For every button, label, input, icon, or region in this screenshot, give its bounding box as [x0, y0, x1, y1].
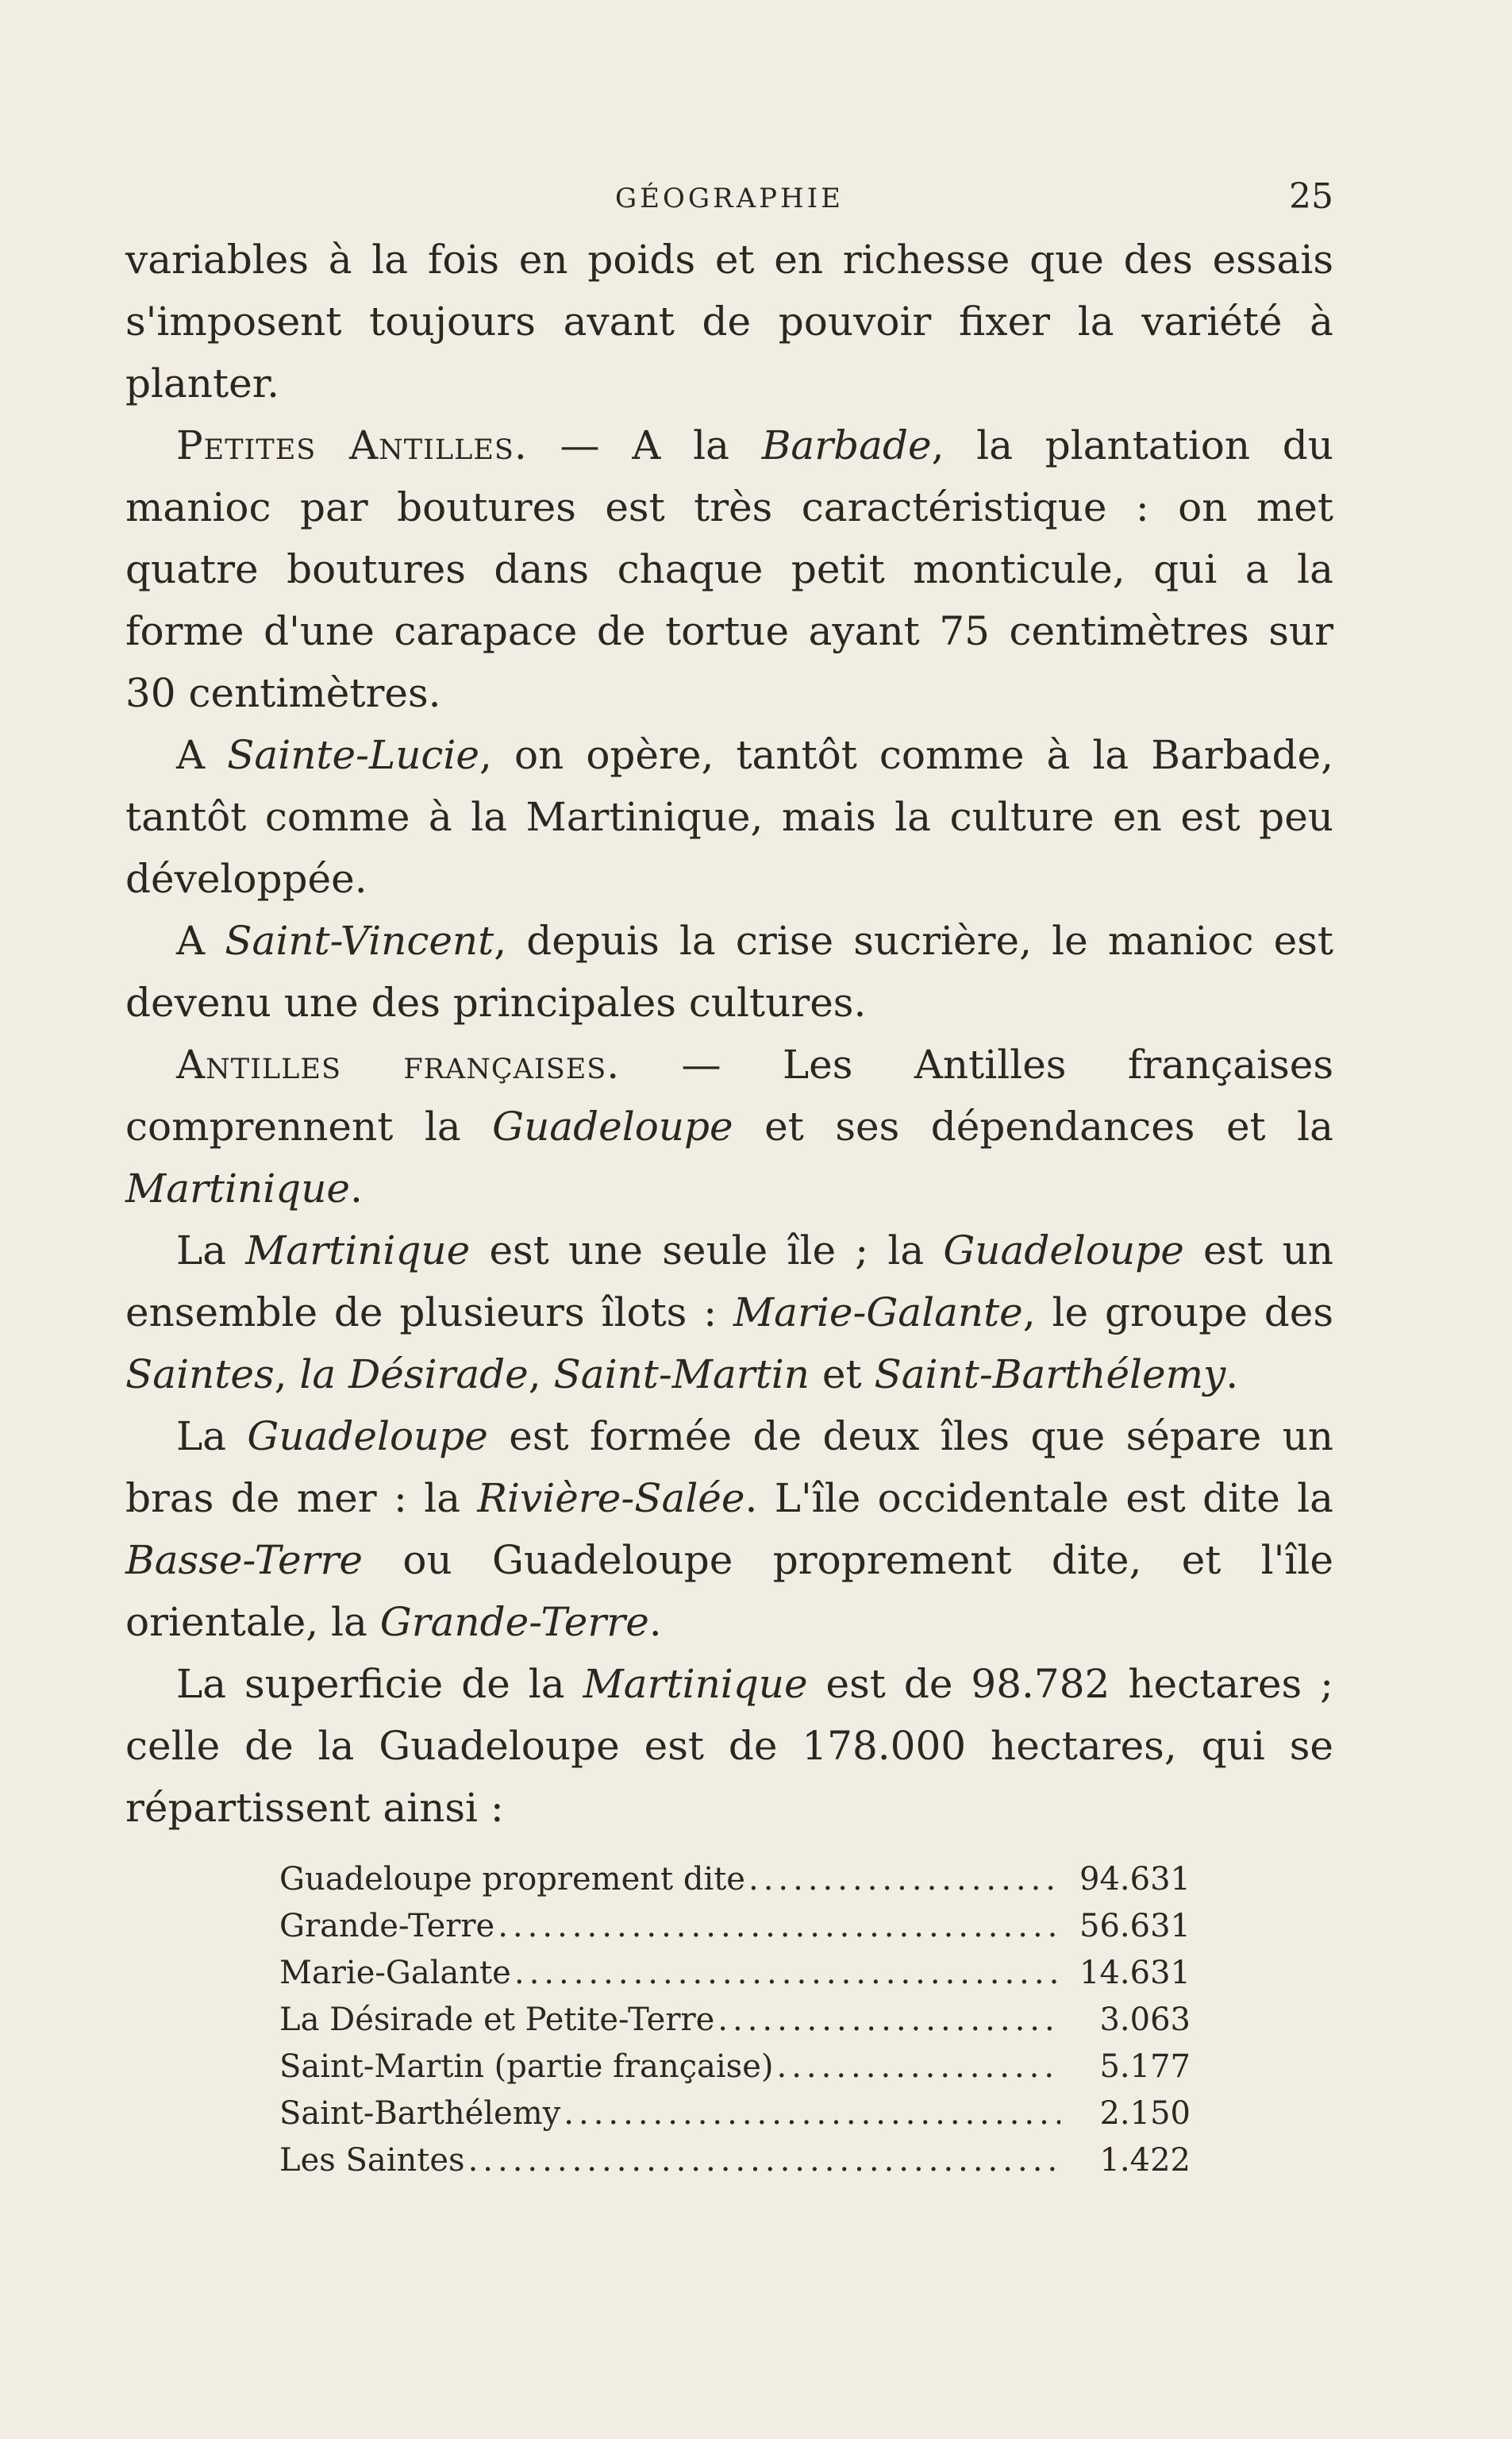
italic-place-name: Guadeloupe — [943, 1227, 1184, 1273]
italic-place-name: Saint-Vincent — [225, 918, 494, 964]
italic-place-name: Sainte-Lucie — [227, 732, 479, 778]
text-segment: . — [1225, 1351, 1239, 1397]
row-label: Saint-Barthélemy — [279, 2095, 561, 2132]
italic-place-name: Marie-Galante — [733, 1289, 1023, 1335]
text-segment: , la plantation du manioc par boutures est très caractéristique : on met quatre boutures dans chaque petit monticule, qui a la forme d'une carapace de tortue ayant 75 centimètres sur 30 centimètres. — [125, 422, 1334, 716]
paragraph — [125, 1405, 1333, 1653]
text-segment: , — [274, 1351, 300, 1397]
text-segment: La — [176, 1227, 246, 1273]
text-segment: . L'île occidentale est dite la — [744, 1475, 1333, 1521]
text-segment: La — [176, 1413, 248, 1459]
area-table — [279, 1856, 1191, 2184]
text-segment: et ses dépendances et la — [733, 1104, 1333, 1150]
leader-dots — [498, 1903, 1060, 1950]
row-value: 1.422 — [1099, 2142, 1191, 2179]
row-value: 2.150 — [1099, 2095, 1191, 2132]
paragraph — [125, 229, 1333, 414]
row-value: 56.631 — [1079, 1908, 1191, 1944]
paragraph — [125, 1220, 1333, 1405]
text-segment: , depuis la crise sucrière, le manioc est devenu une des principales cultures. — [125, 918, 1333, 1026]
leader-dots — [468, 2137, 1060, 2184]
row-label: La Désirade et Petite-Terre — [279, 2002, 715, 2038]
italic-place-name: Martinique — [125, 1166, 350, 1212]
text-segment: . — [349, 1166, 363, 1212]
section-heading: Petites Antilles. — [176, 422, 528, 468]
table-row — [279, 2090, 1191, 2137]
text-segment: est de 98.782 hectares ; celle de la Guadeloupe est de 178.000 hectares, qui se répartissent ainsi : — [125, 1661, 1333, 1831]
row-value: 94.631 — [1079, 1861, 1191, 1898]
table-row — [279, 1856, 1191, 1903]
italic-place-name: Basse-Terre — [125, 1537, 364, 1583]
page-header — [125, 176, 1333, 216]
italic-place-name: Barbade — [761, 422, 932, 468]
italic-place-name: Saint-Barthélemy — [874, 1351, 1226, 1397]
table-row — [279, 2044, 1191, 2090]
text-segment: ou Guadeloupe proprement dite, et l'île orientale, la — [125, 1537, 1333, 1645]
row-label: Saint-Martin (partie française) — [279, 2048, 774, 2085]
text-segment: , le groupe des — [1022, 1289, 1333, 1335]
text-segment: est une seule île ; la — [470, 1227, 944, 1273]
leader-dots — [748, 1856, 1060, 1903]
text-segment: A — [176, 918, 225, 964]
paragraph — [125, 1653, 1333, 1839]
italic-place-name: Grande-Terre — [379, 1599, 649, 1645]
text-segment: est un ensemble de plusieurs îlots : — [125, 1227, 1333, 1335]
page-number: 25 — [1289, 176, 1333, 217]
text-segment: La superficie de la — [176, 1661, 583, 1707]
text-segment: A — [176, 732, 228, 778]
table-row — [279, 1997, 1191, 2044]
italic-place-name: Martinique — [583, 1661, 808, 1707]
italic-place-name: Guadeloupe — [247, 1413, 488, 1459]
running-title: GÉOGRAPHIE — [615, 183, 844, 214]
text-segment: . — [648, 1599, 662, 1645]
text-segment: variables à la fois en poids et en richesse que des essais s'imposent toujours avant de pouvoir fixer la variété à planter. — [125, 237, 1333, 406]
italic-place-name: Martinique — [245, 1227, 471, 1273]
table-row — [279, 2137, 1191, 2184]
italic-place-name: la Désirade — [299, 1351, 529, 1397]
paragraph — [125, 1034, 1333, 1220]
section-heading: Antilles françaises. — [176, 1042, 621, 1088]
text-segment: — Les Antilles françaises comprennent la — [125, 1042, 1333, 1150]
leader-dots — [718, 1997, 1060, 2044]
table-row — [279, 1950, 1191, 1997]
italic-place-name: Saint-Martin — [553, 1351, 810, 1397]
paragraph — [125, 414, 1333, 724]
italic-place-name: Saintes — [125, 1351, 275, 1397]
text-segment: , on opère, tantôt comme à la Barbade, tantôt comme à la Martinique, mais la culture en est peu développée. — [125, 732, 1333, 902]
text-segment: est formée de deux îles que sépare un bras de mer : la — [125, 1413, 1333, 1521]
row-label: Guadeloupe proprement dite — [279, 1861, 745, 1898]
table-row — [279, 1903, 1191, 1950]
text-segment: et — [809, 1351, 875, 1397]
paragraph — [125, 724, 1333, 910]
leader-dots — [776, 2044, 1060, 2090]
paragraph — [125, 910, 1333, 1034]
italic-place-name: Rivière-Salée — [477, 1475, 745, 1521]
leader-dots — [564, 2090, 1060, 2137]
row-value: 14.631 — [1079, 1955, 1191, 1991]
text-segment: , — [528, 1351, 554, 1397]
leader-dots — [514, 1950, 1060, 1997]
text-segment: — A la — [527, 422, 762, 468]
row-value: 5.177 — [1099, 2048, 1191, 2085]
body-text — [125, 229, 1333, 1839]
row-label: Les Saintes — [279, 2142, 465, 2179]
row-label: Grande-Terre — [279, 1908, 495, 1944]
row-value: 3.063 — [1099, 2002, 1191, 2038]
italic-place-name: Guadeloupe — [492, 1104, 733, 1150]
row-label: Marie-Galante — [279, 1955, 511, 1991]
